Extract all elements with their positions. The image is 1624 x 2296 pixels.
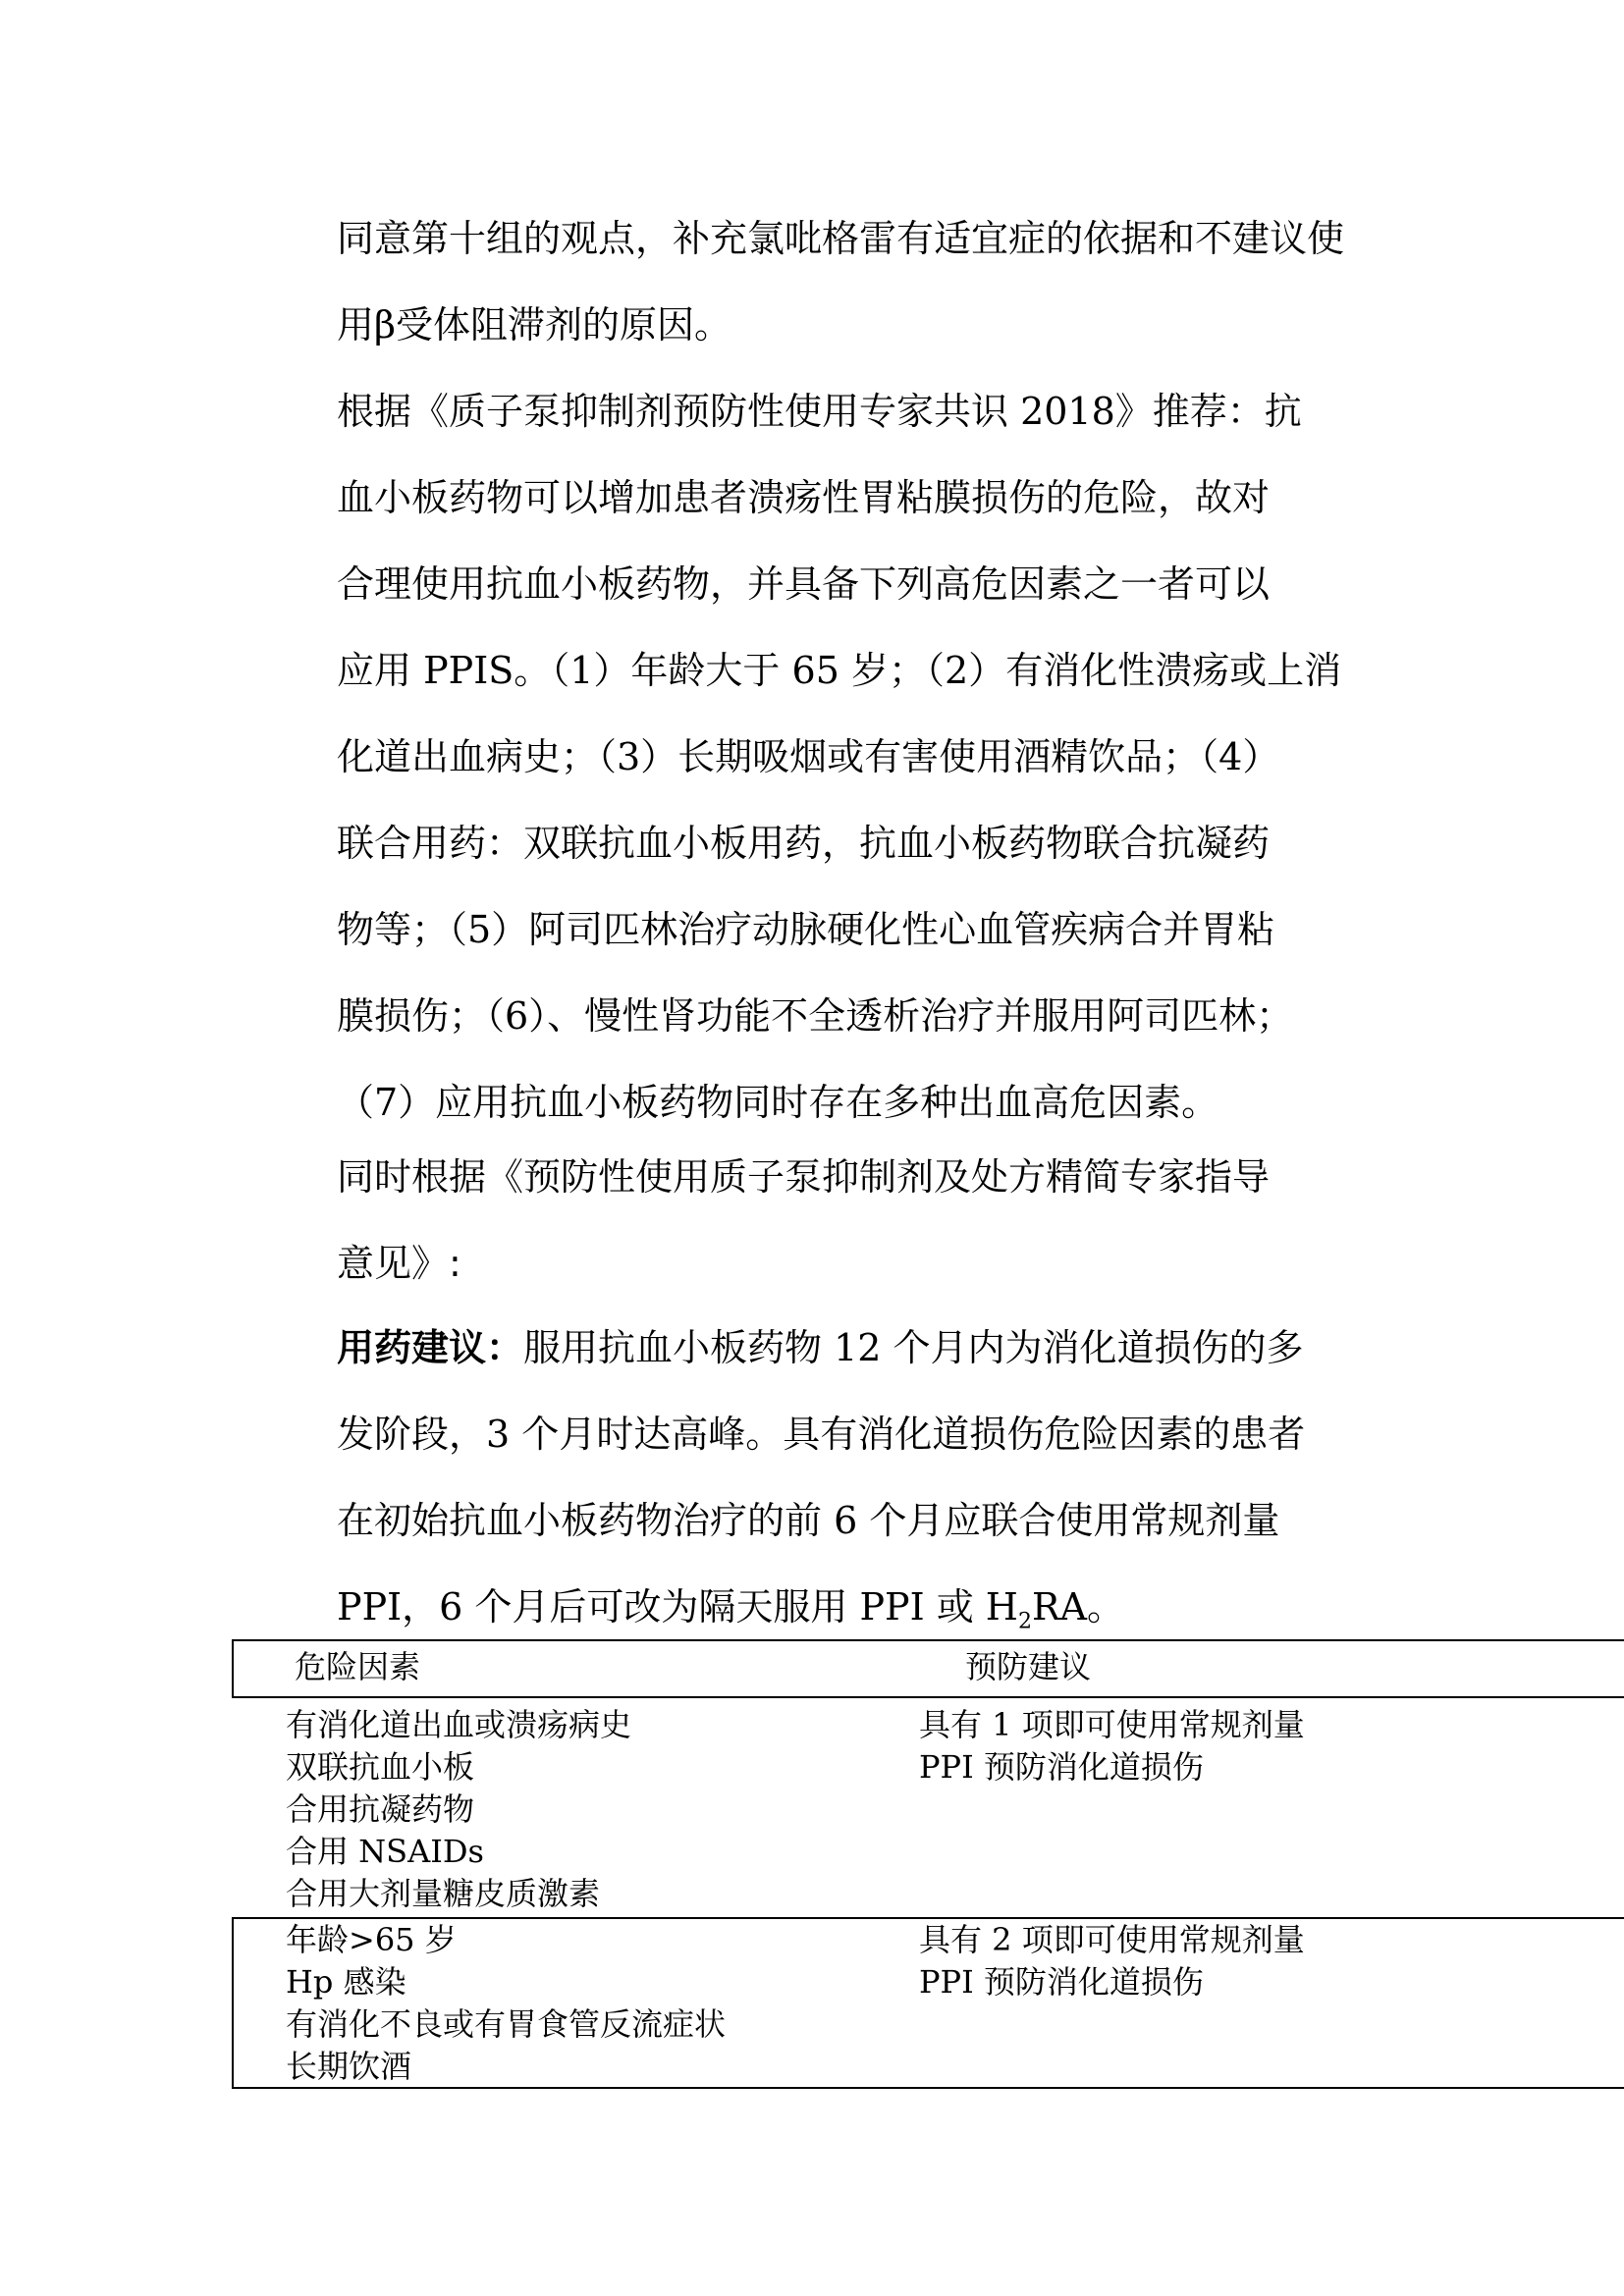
row-2-factors <box>286 1919 726 2088</box>
table-rule <box>232 1917 234 2089</box>
list-item: 合用抗凝药物 <box>286 1790 475 1828</box>
paragraph-clopidogrel <box>337 195 1378 368</box>
paragraph-medication-advice <box>337 1305 1378 1650</box>
text-line: 物等；（5）阿司匹林治疗动脉硬化性心血管疾病合并胃粘 <box>337 908 1275 951</box>
text-line: 联合用药：双联抗血小板用药，抗血小板药物联合抗凝药 <box>337 822 1271 865</box>
advice-label: 用药建议： <box>337 1326 524 1369</box>
text-run: RA。 <box>1031 1585 1124 1629</box>
text-line: 化道出血病史；（3）长期吸烟或有害使用酒精饮品；（4） <box>337 735 1280 778</box>
text-line: （7）应用抗血小板药物同时存在多种出血高危因素。 <box>337 1081 1219 1124</box>
paragraph-expert-guidance <box>337 1134 1378 1307</box>
text-line: 发阶段，3 个月时达高峰。具有消化道损伤危险因素的患者 <box>337 1413 1306 1456</box>
table-rule <box>232 1639 234 1698</box>
row-2-advice <box>919 1919 1305 2003</box>
header-risk-factors: 危险因素 <box>295 1648 421 1685</box>
risk-factor-table <box>232 1639 1624 2089</box>
subscript: 2 <box>1017 1609 1032 1634</box>
list-item: 合用大剂量糖皮质激素 <box>286 1875 601 1912</box>
list-item: 双联抗血小板 <box>286 1748 475 1786</box>
text-line: 根据《质子泵抑制剂预防性使用专家共识 2018》推荐：抗 <box>337 390 1302 433</box>
text-run: 同时根据 <box>337 1155 487 1199</box>
list-item: 有消化道出血或溃疡病史 <box>286 1706 632 1743</box>
list-item: PPI 预防消化道损伤 <box>919 1748 1204 1786</box>
list-item: PPI 预防消化道损伤 <box>919 1963 1204 2001</box>
text-line: 同意第十组的观点，补充氯吡格雷有适宜症的依据和不建议使 <box>337 217 1345 260</box>
text-line: 用β受体阻滞剂的原因。 <box>337 303 731 347</box>
list-item: Hp 感染 <box>286 1963 406 2001</box>
text-line: 意见》: <box>337 1242 461 1285</box>
row-1-advice <box>919 1704 1305 1789</box>
text-run: PPI，6 个月后可改为隔天服用 PPI 或 H <box>337 1585 1018 1629</box>
table-rule <box>232 1696 1624 1698</box>
text-line <box>337 1305 1378 1391</box>
list-item: 具有 2 项即可使用常规剂量 <box>919 1921 1305 1958</box>
row-1-factors <box>286 1704 631 1915</box>
guideline-title: 《预防性使用质子泵抑制剂及处方精简专家指导 <box>486 1155 1271 1199</box>
list-item: 年龄>65 岁 <box>286 1921 457 1958</box>
list-item: 有消化不良或有胃食管反流症状 <box>286 2005 727 2043</box>
table-rule <box>232 1639 1624 1641</box>
text-line: 膜损伤；（6）、慢性肾功能不全透析治疗并服用阿司匹林； <box>337 994 1294 1038</box>
text-line <box>337 1134 1378 1220</box>
list-item: 具有 1 项即可使用常规剂量 <box>919 1706 1305 1743</box>
text-line: 应用 PPIS。（1）年龄大于 65 岁；（2）有消化性溃疡或上消 <box>337 649 1342 692</box>
text-line: 血小板药物可以增加患者溃疡性胃粘膜损伤的危险，故对 <box>337 476 1271 519</box>
paragraph-ppi-consensus <box>337 368 1378 1146</box>
text-line: 在初始抗血小板药物治疗的前 6 个月应联合使用常规剂量 <box>337 1499 1280 1542</box>
text-run: 服用抗血小板药物 12 个月内为消化道损伤的多 <box>523 1326 1304 1369</box>
header-prevention-advice: 预防建议 <box>965 1648 1092 1685</box>
text-line <box>337 1564 1378 1650</box>
list-item: 合用 NSAIDs <box>286 1833 484 1870</box>
text-line: 合理使用抗血小板药物，并具备下列高危因素之一者可以 <box>337 562 1271 606</box>
list-item: 长期饮酒 <box>286 2048 412 2085</box>
